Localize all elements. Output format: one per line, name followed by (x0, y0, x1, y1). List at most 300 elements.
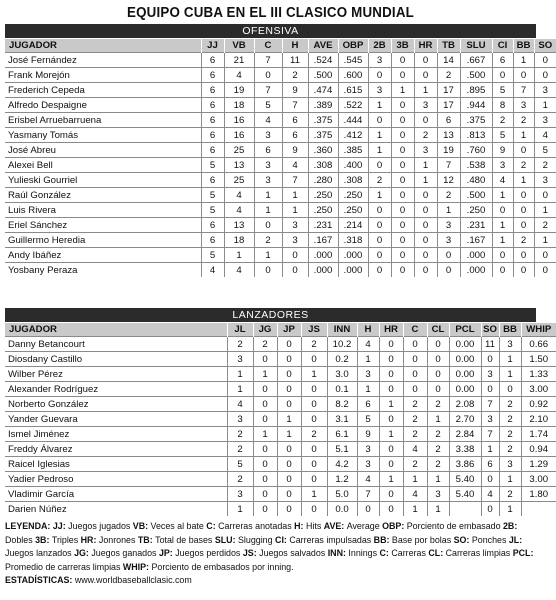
offense-cell: 4 (492, 173, 513, 188)
offense-cell: 3 (437, 233, 460, 248)
offense-cell: 2 (282, 68, 308, 83)
offense-col-header: SO (534, 39, 556, 53)
offense-cell: 5 (492, 128, 513, 143)
offense-cell: 7 (513, 83, 534, 98)
pitching-cell: 0 (379, 337, 403, 352)
pitching-cell: 1 (403, 502, 427, 517)
pitching-cell: 0 (481, 472, 499, 487)
offense-cell: 0 (391, 263, 414, 278)
pitching-cell: 0 (379, 502, 403, 517)
offense-cell: 0 (391, 173, 414, 188)
offense-cell: .250 (338, 203, 368, 218)
pitching-col-header: H (357, 323, 379, 337)
offense-cell: 4 (254, 113, 282, 128)
offense-cell: 6 (492, 53, 513, 68)
offense-cell: 1 (254, 248, 282, 263)
offense-cell: 0 (254, 263, 282, 278)
pitching-cell: 0 (301, 412, 327, 427)
offense-cell: 2 (437, 188, 460, 203)
offense-cell: 17 (437, 83, 460, 98)
pitching-cell: 2 (403, 397, 427, 412)
pitching-cell: 2 (499, 487, 521, 502)
offense-col-header: VB (224, 39, 254, 53)
legend-item: PCL: Promedio de carreras limpias (5, 548, 534, 572)
legend-item: CL: Carreras limpias (428, 548, 513, 558)
offense-cell: 21 (224, 53, 254, 68)
offense-header-row (5, 39, 556, 53)
pitching-cell: 0 (253, 457, 277, 472)
pitching-cell: 1 (227, 502, 253, 517)
offense-cell: 4 (224, 203, 254, 218)
offense-col-header: CI (492, 39, 513, 53)
pitching-cell: 1 (481, 442, 499, 457)
offense-cell: 1 (254, 188, 282, 203)
pitching-cell: 1 (277, 427, 301, 442)
offense-cell: 5 (492, 83, 513, 98)
offense-cell: 9 (492, 143, 513, 158)
offense-col-header: SLU (460, 39, 492, 53)
legend-item: AVE: Average (323, 521, 383, 531)
pitching-row (5, 487, 556, 502)
pitching-col-header: PCL (449, 323, 481, 337)
pitching-cell: 5.1 (327, 442, 357, 457)
offense-cell: .400 (338, 158, 368, 173)
offense-cell: 0 (492, 263, 513, 278)
pitching-cell: 0.94 (521, 442, 556, 457)
offense-cell: 0 (414, 263, 437, 278)
offense-cell: 13 (224, 218, 254, 233)
offense-cell: 3 (254, 158, 282, 173)
pitching-cell: 0 (379, 352, 403, 367)
offense-cell: .000 (460, 263, 492, 278)
offense-cell: 2 (513, 233, 534, 248)
legend-item: WHIP: Porciento de embasados por inning. (122, 561, 294, 572)
offense-cell: 7 (437, 158, 460, 173)
pitching-cell: 0 (403, 352, 427, 367)
pitching-row (5, 337, 556, 352)
legend-item: JP: Juegos perdidos (158, 548, 243, 558)
offense-cell: 3 (368, 83, 391, 98)
legend-item: JJ: Juegos jugados (52, 521, 133, 531)
pitching-cell: 1 (499, 352, 521, 367)
offense-cell: .522 (338, 98, 368, 113)
pitching-col-header: SO (481, 323, 499, 337)
offense-cell: 1 (513, 128, 534, 143)
offense-row (5, 143, 556, 158)
pitching-cell: 3.1 (327, 412, 357, 427)
pitching-cell: 1 (499, 367, 521, 382)
offense-cell: 2 (492, 113, 513, 128)
pitching-player-name: Vladimir García (5, 487, 227, 502)
offense-cell: 6 (201, 218, 224, 233)
offense-cell: 1 (492, 218, 513, 233)
pitching-cell: 0 (403, 337, 427, 352)
offense-row (5, 218, 556, 233)
pitching-cell: 1 (301, 487, 327, 502)
pitching-cell: 0 (277, 487, 301, 502)
offense-player-name: Andy Ibáñez (5, 248, 201, 263)
offense-cell: 9 (282, 143, 308, 158)
legend-item: JG: Juegos ganados (74, 548, 159, 558)
offense-cell: 1 (414, 83, 437, 98)
offense-cell: 2 (513, 113, 534, 128)
offense-cell: 0 (414, 68, 437, 83)
pitching-col-header: INN (327, 323, 357, 337)
pitching-cell: 0.00 (449, 367, 481, 382)
offense-cell: 6 (201, 173, 224, 188)
offense-cell: 1 (534, 98, 556, 113)
pitching-cell: 0 (253, 502, 277, 517)
offense-cell: 0 (437, 263, 460, 278)
offense-cell: .524 (308, 53, 338, 68)
offense-cell: 7 (254, 53, 282, 68)
offense-cell: .813 (460, 128, 492, 143)
pitching-cell: 1.50 (521, 352, 556, 367)
offense-cell: 0 (254, 218, 282, 233)
pitching-cell: 1 (253, 367, 277, 382)
offense-cell: .250 (460, 203, 492, 218)
offense-cell: 13 (224, 158, 254, 173)
offense-cell: .214 (338, 218, 368, 233)
offense-cell: 0 (534, 188, 556, 203)
pitching-cell: 0 (379, 382, 403, 397)
pitching-player-name: Freddy Álvarez (5, 442, 227, 457)
offense-cell: 1 (282, 203, 308, 218)
offense-cell: 6 (201, 113, 224, 128)
offense-row (5, 203, 556, 218)
offense-cell: .231 (460, 218, 492, 233)
pitching-player-name: Raicel Iglesias (5, 457, 227, 472)
pitching-cell (521, 502, 556, 517)
offense-cell: 2 (513, 158, 534, 173)
offense-row (5, 113, 556, 128)
pitching-cell: 0 (277, 502, 301, 517)
pitching-cell: 3 (227, 412, 253, 427)
pitching-cell: 4 (403, 442, 427, 457)
offense-cell: 0 (414, 248, 437, 263)
offense-col-header: TB (437, 39, 460, 53)
offense-cell: .167 (308, 233, 338, 248)
pitching-cell: 0 (301, 502, 327, 517)
pitching-cell: 2 (403, 427, 427, 442)
offense-cell: 12 (437, 173, 460, 188)
pitching-cell: 0 (253, 442, 277, 457)
offense-cell: 0 (534, 68, 556, 83)
offense-player-name: Luis Rivera (5, 203, 201, 218)
pitching-cell: 3 (481, 412, 499, 427)
offense-row (5, 248, 556, 263)
pitching-cell: 0 (253, 397, 277, 412)
offense-row (5, 53, 556, 68)
offense-cell: 7 (282, 98, 308, 113)
offense-row (5, 173, 556, 188)
offense-cell: .600 (338, 68, 368, 83)
pitching-row (5, 442, 556, 457)
offense-row (5, 68, 556, 83)
offense-cell: 1 (437, 203, 460, 218)
pitching-cell: 1 (227, 382, 253, 397)
offense-player-name: Frank Morejón (5, 68, 201, 83)
offense-cell: .895 (460, 83, 492, 98)
pitching-row (5, 472, 556, 487)
offense-cell: 5 (201, 158, 224, 173)
pitching-cell: 0 (301, 397, 327, 412)
pitching-cell: 0 (427, 352, 449, 367)
offense-cell: 0 (254, 68, 282, 83)
offense-player-name: José Abreu (5, 143, 201, 158)
offense-col-header: H (282, 39, 308, 53)
pitching-cell: 2.08 (449, 397, 481, 412)
legend-item: C: Carreras anotadas (206, 521, 295, 531)
offense-cell: .250 (338, 188, 368, 203)
offense-cell: 0 (513, 248, 534, 263)
offense-cell: 0 (414, 203, 437, 218)
offense-cell: 5 (201, 248, 224, 263)
offense-cell: 0 (513, 203, 534, 218)
pitching-cell: 0 (253, 352, 277, 367)
offense-cell: 6 (201, 143, 224, 158)
offense-cell: 3 (492, 158, 513, 173)
offense-col-header: OBP (338, 39, 368, 53)
offense-cell: .375 (308, 128, 338, 143)
pitching-cell: 1 (427, 412, 449, 427)
offense-row (5, 83, 556, 98)
offense-cell: 1 (368, 188, 391, 203)
pitching-cell: 4.2 (327, 457, 357, 472)
offense-cell: 0 (368, 158, 391, 173)
pitching-cell: 0 (481, 502, 499, 517)
offense-cell: 0 (391, 53, 414, 68)
offense-cell: 3 (534, 173, 556, 188)
pitching-cell: 5 (357, 412, 379, 427)
pitching-cell: 3.00 (521, 382, 556, 397)
offense-col-header: 3B (391, 39, 414, 53)
pitching-col-header: JUGADOR (9, 324, 57, 335)
pitching-cell: 1 (427, 472, 449, 487)
pitching-col-header: BB (499, 323, 521, 337)
pitching-cell: 0 (253, 382, 277, 397)
pitching-cell: 2 (227, 337, 253, 352)
pitching-cell: 9 (357, 427, 379, 442)
offense-cell: 6 (254, 143, 282, 158)
offense-cell: .444 (338, 113, 368, 128)
pitching-cell: 0 (379, 412, 403, 427)
pitching-header-row (5, 323, 556, 337)
offense-cell: 1 (414, 173, 437, 188)
offense-cell: 0 (492, 68, 513, 83)
offense-cell: 0 (368, 248, 391, 263)
offense-player-name: Erisbel Arruebarruena (5, 113, 201, 128)
pitching-cell: 0 (277, 382, 301, 397)
pitching-cell: 0 (481, 382, 499, 397)
pitching-cell: 2 (403, 412, 427, 427)
pitching-cell: 0.2 (327, 352, 357, 367)
pitching-cell: 0.00 (449, 352, 481, 367)
offense-cell: 0 (513, 218, 534, 233)
offense-cell: .480 (460, 173, 492, 188)
pitching-cell: 2 (427, 397, 449, 412)
offense-cell: 2 (534, 218, 556, 233)
offense-col-header: 2B (368, 39, 391, 53)
legend-item: C: Carreras (379, 548, 429, 558)
pitching-cell: 4 (357, 337, 379, 352)
pitching-cell: 2 (427, 442, 449, 457)
pitching-cell: 0 (277, 337, 301, 352)
legend-item: SO: Ponches (453, 534, 509, 545)
pitching-cell: 1 (499, 502, 521, 517)
offense-table (5, 39, 556, 277)
pitching-cell: 3 (499, 337, 521, 352)
pitching-band: LANZADORES (5, 308, 536, 322)
pitching-cell: 0 (427, 382, 449, 397)
pitching-cell: 2 (227, 442, 253, 457)
offense-cell: 1 (282, 188, 308, 203)
legend-item: 3B: Triples (35, 534, 81, 545)
offense-cell: 0 (414, 218, 437, 233)
pitching-cell: 0 (379, 457, 403, 472)
offense-cell: 2 (414, 128, 437, 143)
pitching-cell: 1 (227, 367, 253, 382)
offense-cell: 0 (391, 98, 414, 113)
offense-cell: 18 (224, 98, 254, 113)
offense-cell: 0 (368, 263, 391, 278)
offense-cell: 3 (254, 173, 282, 188)
offense-cell: 2 (437, 68, 460, 83)
pitching-col-header: JL (227, 323, 253, 337)
legend-item: BB: Base por bolas (373, 534, 454, 545)
pitching-cell: 3 (227, 487, 253, 502)
pitching-cell: 1 (277, 412, 301, 427)
pitching-cell: 0 (301, 382, 327, 397)
offense-cell: 0 (391, 233, 414, 248)
pitching-cell: 3 (427, 487, 449, 502)
offense-col-header: BB (513, 39, 534, 53)
pitching-row (5, 382, 556, 397)
offense-cell: .308 (308, 158, 338, 173)
offense-cell: .385 (338, 143, 368, 158)
offense-cell: 25 (224, 143, 254, 158)
pitching-cell: 2.84 (449, 427, 481, 442)
offense-cell: 0 (391, 248, 414, 263)
offense-cell: 14 (437, 53, 460, 68)
offense-cell: .000 (308, 263, 338, 278)
page-title: EQUIPO CUBA EN EL III CLASICO MUNDIAL (127, 5, 414, 21)
pitching-cell: 0 (357, 502, 379, 517)
pitching-col-header: JP (277, 323, 301, 337)
offense-cell: .360 (308, 143, 338, 158)
pitching-cell: 2 (301, 337, 327, 352)
pitching-cell: 1 (499, 472, 521, 487)
offense-cell: 0 (513, 263, 534, 278)
pitching-player-name: Alexander Rodríguez (5, 382, 227, 397)
offense-cell: 0 (437, 248, 460, 263)
pitching-player-name: Norberto González (5, 397, 227, 412)
offense-cell: .250 (308, 203, 338, 218)
pitching-cell: 0 (403, 367, 427, 382)
legend-item: INN: Innings (327, 548, 380, 558)
pitching-cell: 0 (277, 352, 301, 367)
pitching-table (5, 323, 556, 516)
offense-cell: 19 (437, 143, 460, 158)
offense-cell: .375 (460, 113, 492, 128)
offense-cell: .000 (338, 263, 368, 278)
offense-col-header: JJ (201, 39, 224, 53)
offense-player-name: Yulieski Gourriel (5, 173, 201, 188)
pitching-cell: 7 (481, 397, 499, 412)
offense-row (5, 263, 556, 278)
pitching-cell: 3 (357, 442, 379, 457)
pitching-cell: 3.0 (327, 367, 357, 382)
offense-cell: 0 (282, 248, 308, 263)
pitching-cell: 0 (277, 442, 301, 457)
pitching-col-header: JG (253, 323, 277, 337)
pitching-cell: 0 (277, 457, 301, 472)
offense-cell: 3 (282, 218, 308, 233)
offense-cell: 16 (224, 128, 254, 143)
offense-cell: 0 (391, 203, 414, 218)
pitching-player-name: Yander Guevara (5, 412, 227, 427)
pitching-cell: 1.74 (521, 427, 556, 442)
offense-cell: 0 (513, 68, 534, 83)
offense-cell: 3 (437, 218, 460, 233)
pitching-cell: 1 (253, 427, 277, 442)
offense-row (5, 98, 556, 113)
offense-cell: 0 (368, 218, 391, 233)
offense-cell: 3 (534, 83, 556, 98)
offense-cell: 1 (513, 53, 534, 68)
pitching-cell: 0 (427, 367, 449, 382)
pitching-cell: 4 (403, 487, 427, 502)
pitching-row (5, 457, 556, 472)
offense-cell: 2 (368, 173, 391, 188)
pitching-cell: 0 (379, 487, 403, 502)
pitching-cell: 2 (227, 427, 253, 442)
stats-url[interactable]: www.worldbaseballclasic.com (74, 575, 192, 585)
pitching-cell: 1.80 (521, 487, 556, 502)
offense-cell: 0 (414, 188, 437, 203)
offense-cell: .000 (338, 248, 368, 263)
pitching-cell: 3.00 (521, 472, 556, 487)
pitching-col-header: WHIP (521, 323, 556, 337)
offense-player-name: Yasmany Tomás (5, 128, 201, 143)
offense-cell: .389 (308, 98, 338, 113)
offense-cell: .308 (338, 173, 368, 188)
offense-cell: 6 (201, 233, 224, 248)
pitching-row (5, 502, 556, 517)
offense-col-header: HR (414, 39, 437, 53)
offense-cell: 1 (391, 83, 414, 98)
pitching-player-name: Ismel Jiménez (5, 427, 227, 442)
pitching-cell: 0 (301, 457, 327, 472)
pitching-cell: 0 (499, 382, 521, 397)
legend-item: TB: Total de bases (137, 534, 215, 545)
offense-cell: 3 (414, 98, 437, 113)
offense-cell: 6 (437, 113, 460, 128)
offense-cell: .474 (308, 83, 338, 98)
offense-cell: 1 (492, 233, 513, 248)
pitching-row (5, 352, 556, 367)
pitching-row (5, 427, 556, 442)
pitching-cell: 6 (357, 397, 379, 412)
pitching-cell: 0 (301, 442, 327, 457)
offense-cell: 4 (224, 188, 254, 203)
pitching-cell: 1.33 (521, 367, 556, 382)
offense-col-header: C (254, 39, 282, 53)
offense-cell: 1 (414, 158, 437, 173)
offense-cell: .944 (460, 98, 492, 113)
offense-cell: 5 (254, 98, 282, 113)
offense-cell: 3 (282, 233, 308, 248)
